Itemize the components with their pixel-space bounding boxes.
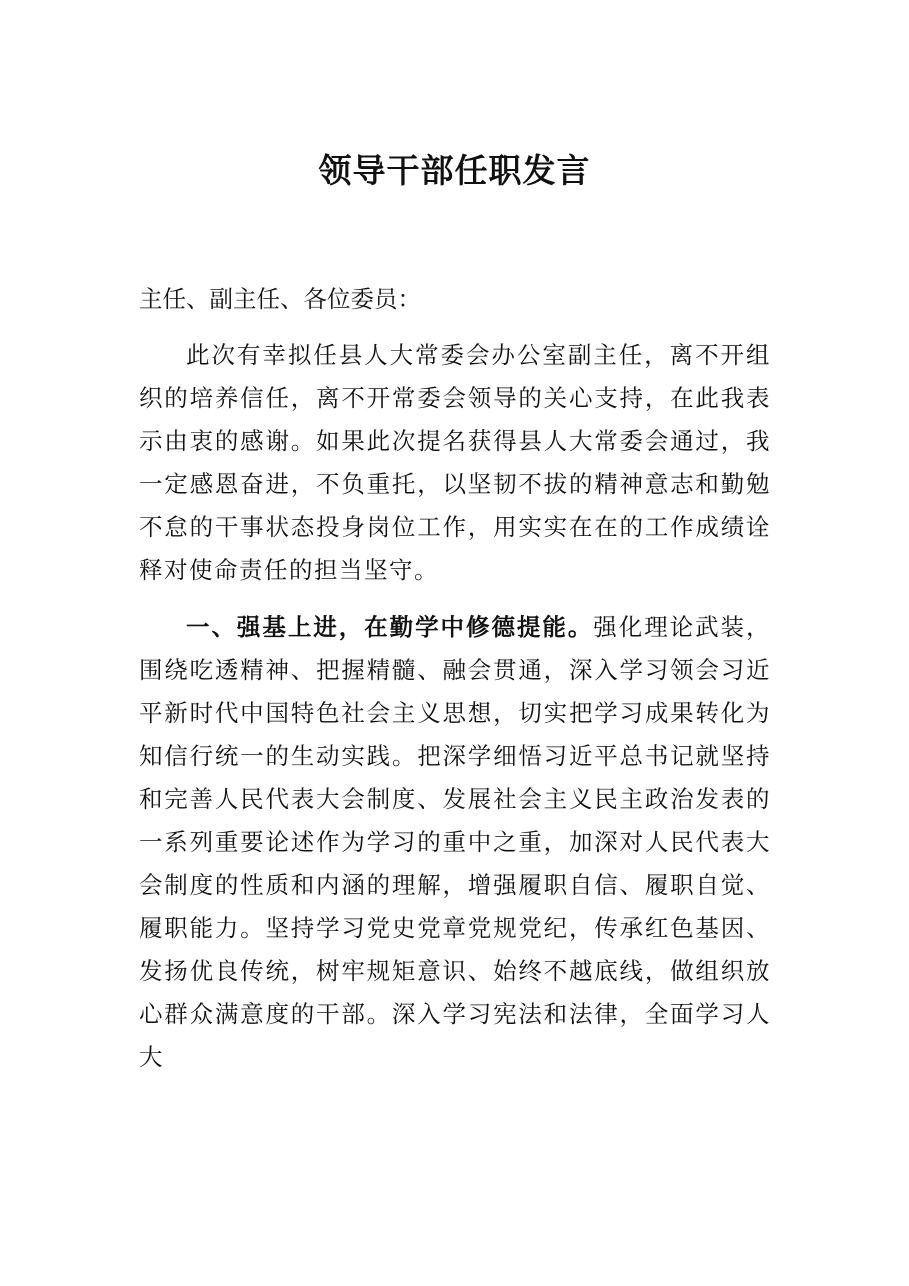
section-one-text: 强化理论武装，围绕吃透精神、把握精髓、融会贯通，深入学习领会习近平新时代中国特色社会主义思想，切实把学习成果转化为知信行统一的生动实践。把深学细悟习近平总书记就坚持和完善人民代表大会制度、发展社会主义民主政治发表的一系列重要论述作为学习的重中之重，加深对人民代表大会制度的性质和内涵的理解，增强履职自信、履职自觉、履职能力。坚持学习党史党章党规党纪，传承红色基因、发扬优良传统，树牢规矩意识、始终不越底线，做组织放心群众满意度的干部。深入学习宪法和法律，全面学习人大 [139,613,772,1071]
paragraph-intro-text: 此次有幸拟任县人大常委会办公室副主任，离不开组织的培养信任，离不开常委会领导的关心支持，在此我表示由衷的感谢。如果此次提名获得县人大常委会通过，我一定感恩奋进，不负重托，以坚韧不拔的精神意志和勤勉不怠的干事状态投身岗位工作，用实实在在的工作成绩诠释对使命责任的担当坚守。 [139,341,771,584]
paragraph-section-one [139,606,771,1079]
section-one-heading: 一、强基上进，在勤学中修德提能。 [186,613,594,641]
salutation: 主任、副主任、各位委员： [139,285,421,313]
paragraph-intro [139,334,771,592]
document-title: 领导干部任职发言 [318,151,591,190]
document-body [139,278,771,1079]
